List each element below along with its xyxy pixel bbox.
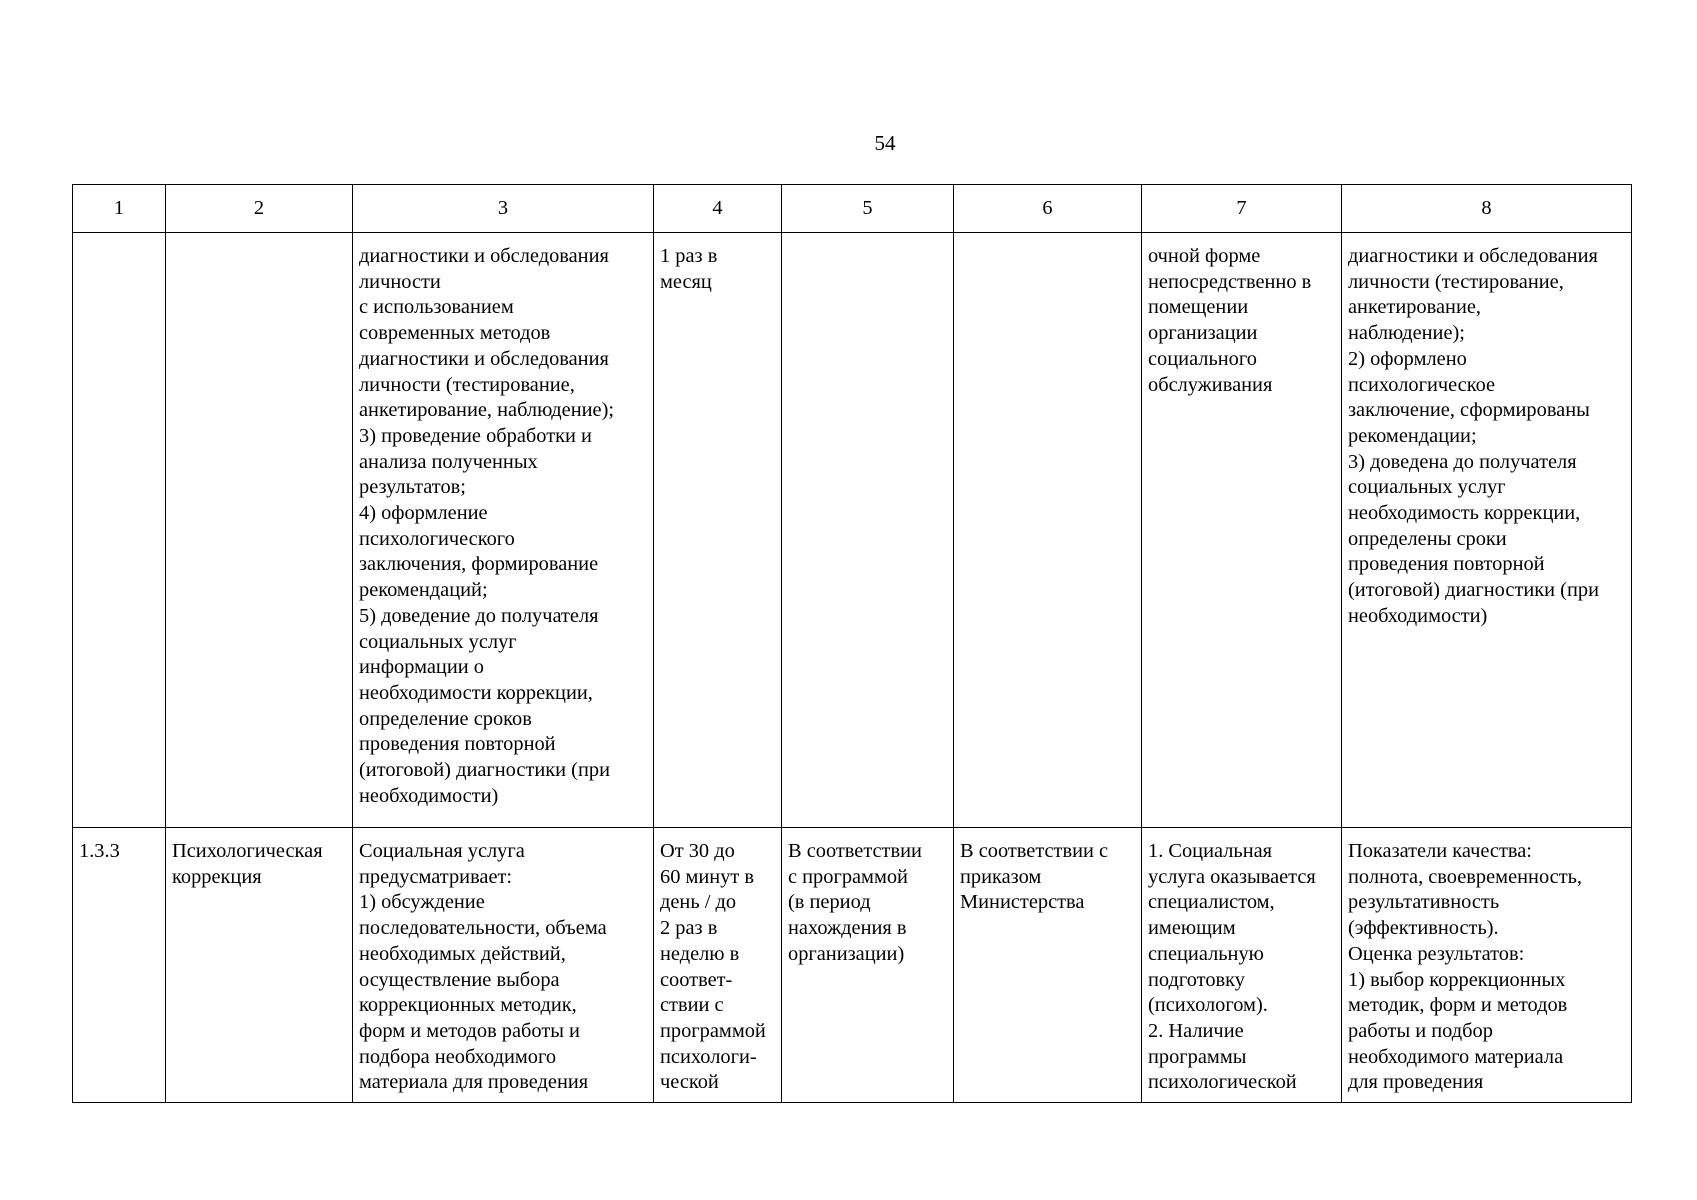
table-cell <box>73 233 166 828</box>
table-header-row <box>73 185 1632 233</box>
table-cell: Психологическая коррекция <box>166 828 353 1103</box>
column-header-5: 5 <box>782 185 954 233</box>
table-cell: От 30 до 60 минут в день / до 2 раз в неделю в соответ- ствии с программой психологи- ческой <box>654 828 782 1103</box>
table-cell: 1. Социальная услуга оказывается специалистом, имеющим специальную подготовку (психологом). 2. Наличие программы психологической <box>1142 828 1342 1103</box>
table-cell: 1 раз в месяц <box>654 233 782 828</box>
page-number: 54 <box>874 131 896 155</box>
table-cell: диагностики и обследования личности (тестирование, анкетирование, наблюдение); 2) оформлено психологическое заключение, сформированы рекомендации; 3) доведена до получателя социальных услуг необходимость коррекции, определены сроки проведения повторной (итоговой) диагностики (при необходимости) <box>1342 233 1632 828</box>
table-cell <box>166 233 353 828</box>
table-row <box>73 828 1632 1103</box>
table-cell: очной форме непосредственно в помещении организации социального обслуживания <box>1142 233 1342 828</box>
table-cell: В соответствии с приказом Министерства <box>954 828 1142 1103</box>
column-header-8: 8 <box>1342 185 1632 233</box>
table-cell: В соответствии с программой (в период нахождения в организации) <box>782 828 954 1103</box>
services-table <box>72 184 1632 1103</box>
column-header-3: 3 <box>353 185 654 233</box>
table-cell <box>782 233 954 828</box>
column-header-1: 1 <box>73 185 166 233</box>
column-header-6: 6 <box>954 185 1142 233</box>
table-row <box>73 233 1632 828</box>
table-cell: Социальная услуга предусматривает: 1) обсуждение последовательности, объема необходимых действий, осуществление выбора коррекционных методик, форм и методов работы и подбора необходимого материала для проведения <box>353 828 654 1103</box>
column-header-4: 4 <box>654 185 782 233</box>
table-cell <box>954 233 1142 828</box>
column-header-7: 7 <box>1142 185 1342 233</box>
table-cell: 1.3.3 <box>73 828 166 1103</box>
table-cell: диагностики и обследования личности с использованием современных методов диагностики и обследования личности (тестирование, анкетирование, наблюдение); 3) проведение обработки и анализа полученных результатов; 4) оформление психологического заключения, формирование рекомендаций; 5) доведение до получателя социальных услуг информации о необходимости коррекции, определение сроков проведения повторной (итоговой) диагностики (при необходимости) <box>353 233 654 828</box>
table-cell: Показатели качества: полнота, своевременность, результативность (эффективность). Оценка результатов: 1) выбор коррекционных методик, форм и методов работы и подбор необходимого материала для проведения <box>1342 828 1632 1103</box>
column-header-2: 2 <box>166 185 353 233</box>
